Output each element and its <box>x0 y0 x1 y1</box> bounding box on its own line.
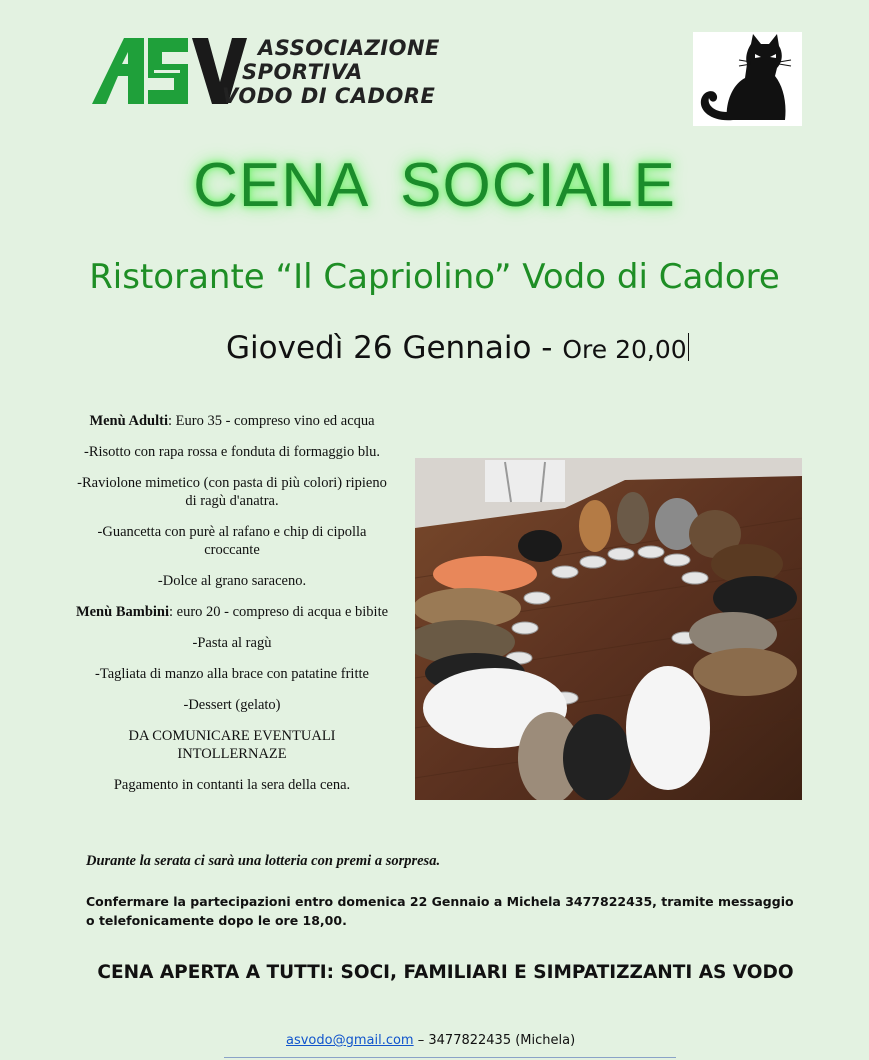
event-title: CENA SOCIALE <box>193 151 676 220</box>
email-link[interactable]: asvodo@gmail.com <box>286 1033 414 1048</box>
adult-menu-label: Menù Adulti <box>89 413 168 429</box>
footer-divider <box>224 1057 676 1058</box>
menu-list <box>62 412 402 807</box>
event-date <box>226 330 689 366</box>
event-time: Ore 20,00 <box>562 335 687 364</box>
menu-item: -Risotto con rapa rossa e fonduta di formaggio blu. <box>84 444 380 460</box>
menu-item: -Pasta al ragù <box>192 635 272 651</box>
event-day: Giovedì 26 Gennaio - <box>226 330 563 366</box>
kids-menu-price: : euro 20 - compreso di acqua e bibite <box>169 604 389 620</box>
kids-menu-heading <box>62 603 402 621</box>
adult-menu-price: : Euro 35 - compreso vino ed acqua <box>168 413 375 429</box>
text-cursor <box>688 333 689 361</box>
payment-note: Pagamento in contanti la sera della cena. <box>113 777 351 793</box>
confirmation-instructions: Confermare la partecipazioni entro domenica 22 Gennaio a Michela 3477822435, tramite messaggio o telefonicamente dopo le ore 18,00. <box>86 894 794 928</box>
contact-phone: 3477822435 (Michela) <box>428 1033 576 1048</box>
lottery-note: Durante la serata ci sarà una lotteria con premi a sorpresa. <box>86 853 441 869</box>
logo-line-2: SPORTIVA <box>242 60 363 84</box>
menu-item: -Dessert (gelato) <box>183 697 281 713</box>
menu-item: -Guancetta con purè al rafano e chip di cipolla croccante <box>97 524 367 558</box>
venue-name: Ristorante “Il Capriolino” Vodo di Cadore <box>89 257 780 297</box>
logo-text <box>222 36 492 108</box>
menu-item: -Raviolone mimetico (con pasta di più colori) ripieno di ragù d'anatra. <box>77 475 387 509</box>
contact-info <box>286 1033 575 1048</box>
contact-separator: – <box>413 1033 429 1048</box>
cats-eating-photo <box>415 458 802 800</box>
menu-item: -Dolce al grano saraceno. <box>157 573 307 589</box>
cats-circle-illustration <box>415 458 802 800</box>
black-cat-image <box>693 32 802 126</box>
menu-item: -Tagliata di manzo alla brace con patatine fritte <box>95 666 369 682</box>
intolerance-notice: DA COMUNICARE EVENTUALI INTOLLERNAZE <box>128 728 336 762</box>
open-dinner-banner: CENA APERTA A TUTTI: SOCI, FAMILIARI E SIMPATIZZANTI AS VODO <box>97 962 794 983</box>
logo-line-1: ASSOCIAZIONE <box>258 36 440 60</box>
logo-line-3: VODO DI CADORE <box>222 84 436 108</box>
cat-silhouette-icon <box>693 32 802 126</box>
adult-menu-heading <box>62 412 402 430</box>
association-logo <box>92 36 482 108</box>
kids-menu-label: Menù Bambini <box>75 604 169 620</box>
